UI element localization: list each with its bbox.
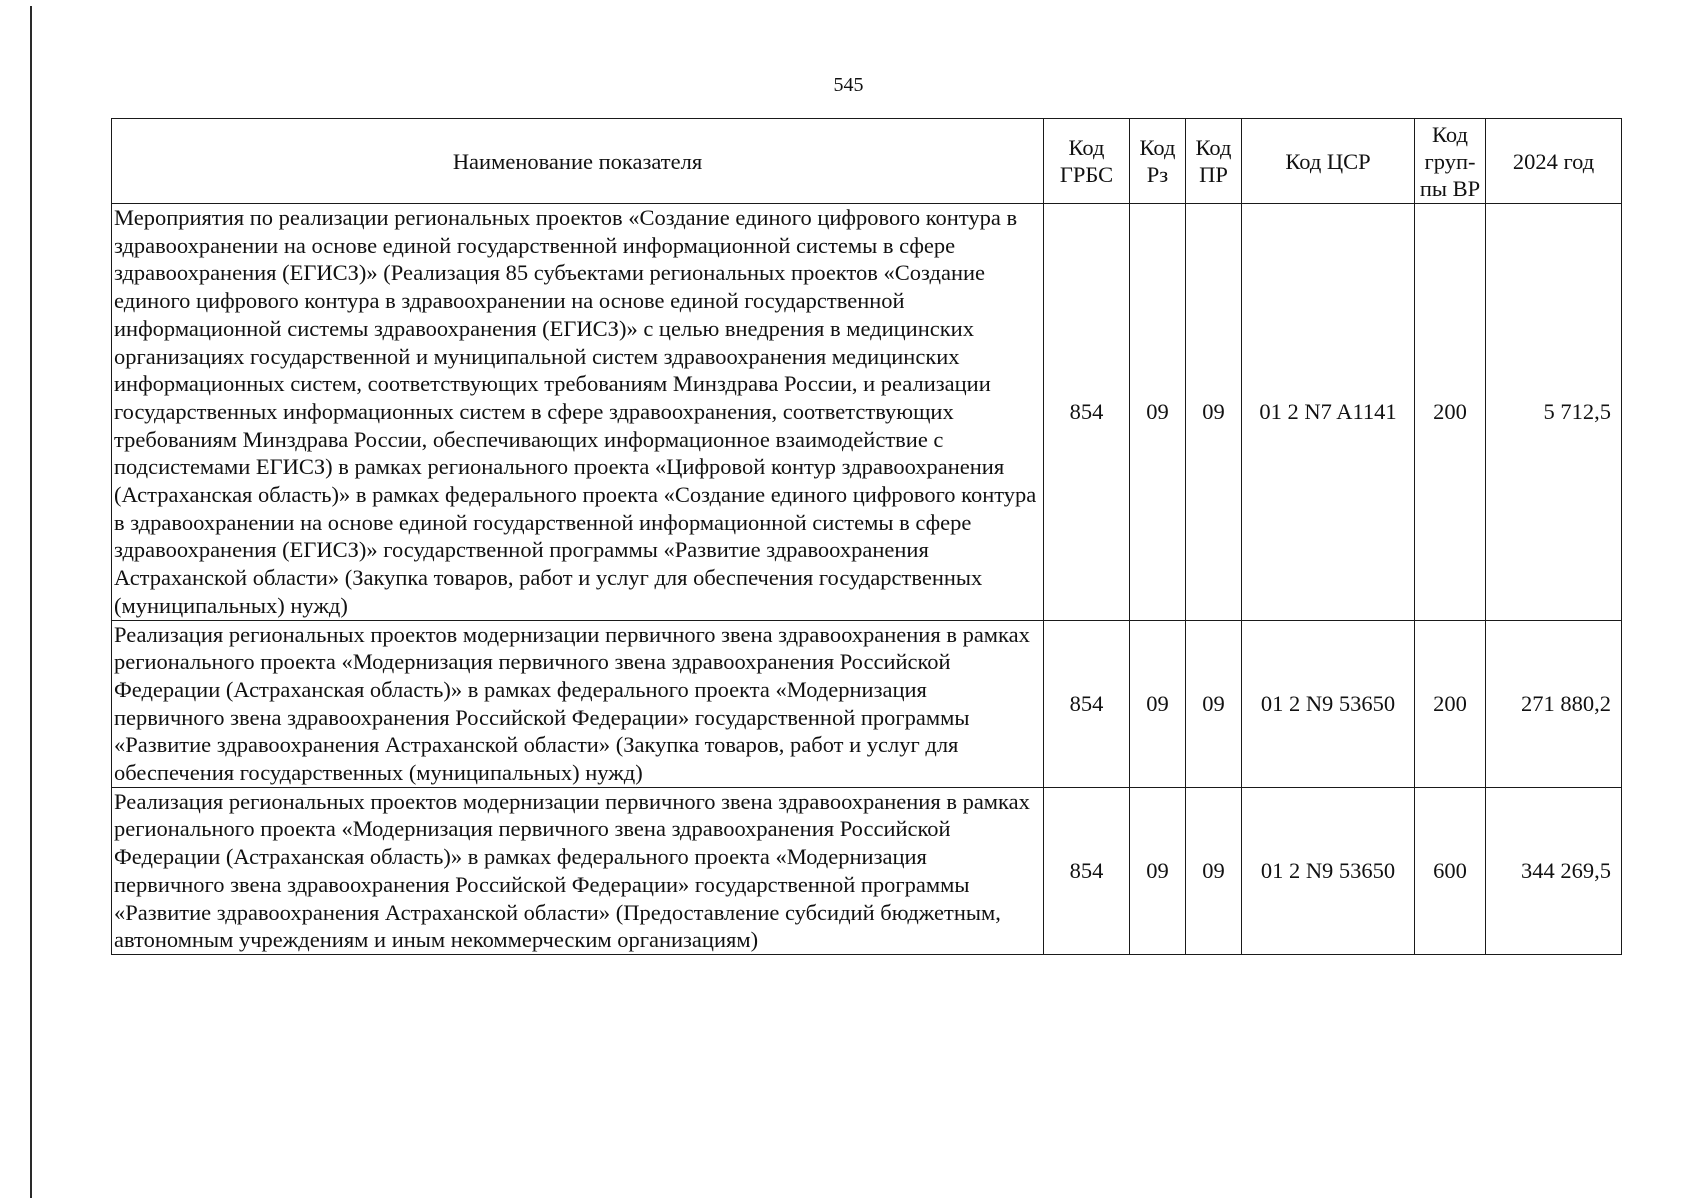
header-name: Наименование показателя — [112, 119, 1044, 204]
row-csr: 01 2 N7 A1141 — [1242, 204, 1415, 621]
header-csr: Код ЦСР — [1242, 119, 1415, 204]
page-number: 545 — [833, 74, 864, 96]
table-row — [112, 787, 1622, 954]
budget-table — [111, 118, 1622, 955]
header-rz: Код Рз — [1130, 119, 1186, 204]
table-row — [112, 204, 1622, 621]
row-pr: 09 — [1186, 620, 1242, 787]
header-vr: Код груп- пы ВР — [1415, 119, 1486, 204]
row-rz: 09 — [1130, 787, 1186, 954]
row-grbs: 854 — [1044, 787, 1130, 954]
row-csr: 01 2 N9 53650 — [1242, 620, 1415, 787]
row-amount: 344 269,5 — [1486, 787, 1622, 954]
header-year: 2024 год — [1486, 119, 1622, 204]
header-pr: Код ПР — [1186, 119, 1242, 204]
row-rz: 09 — [1130, 620, 1186, 787]
row-vr: 200 — [1415, 204, 1486, 621]
row-pr: 09 — [1186, 787, 1242, 954]
row-vr: 200 — [1415, 620, 1486, 787]
row-vr: 600 — [1415, 787, 1486, 954]
row-grbs: 854 — [1044, 620, 1130, 787]
header-grbs: Код ГРБС — [1044, 119, 1130, 204]
row-pr: 09 — [1186, 204, 1242, 621]
row-amount: 271 880,2 — [1486, 620, 1622, 787]
row-rz: 09 — [1130, 204, 1186, 621]
row-name: Реализация региональных проектов модернизации первичного звена здравоохранения в рамках регионального проекта «Модернизация первичного звена здравоохранения Российской Федерации (Астраханская область)» в рамках федерального проекта «Модернизация первичного звена здравоохранения Российской Федерации» государственной программы «Развитие здравоохранения Астраханской области» (Предоставление субсидий бюджетным, автономным учреждениям и иным некоммерческим организациям) — [112, 787, 1044, 954]
row-name: Мероприятия по реализации региональных проектов «Создание единого цифрового контура в здравоохранении на основе единой государственной информационной системы в сфере здравоохранения (ЕГИСЗ)» (Реализация 85 субъектами региональных проектов «Создание единого цифрового контура в здравоохранении на основе единой государственной информационной системы здравоохранения (ЕГИСЗ)» с целью внедрения в медицинских организациях государственной и муниципальной систем здравоохранения медицинских информационных систем, соответствующих требованиям Минздрава России, и реализации государственных информационных систем в сфере здравоохранения, соответствующих требованиям Минздрава России, обеспечивающих информационное взаимодействие с подсистемами ЕГИСЗ) в рамках регионального проекта «Цифровой контур здравоохранения (Астраханская область)» в рамках федерального проекта «Создание единого цифрового контура в здравоохранении на основе единой государственной информационной системы в сфере здравоохранения (ЕГИСЗ)» государственной программы «Развитие здравоохранения Астраханской области» (Закупка товаров, работ и услуг для обеспечения государственных (муниципальных) нужд) — [112, 204, 1044, 621]
row-grbs: 854 — [1044, 204, 1130, 621]
table-row — [112, 620, 1622, 787]
row-name: Реализация региональных проектов модернизации первичного звена здравоохранения в рамках регионального проекта «Модернизация первичного звена здравоохранения Российской Федерации (Астраханская область)» в рамках федерального проекта «Модернизация первичного звена здравоохранения Российской Федерации» государственной программы «Развитие здравоохранения Астраханской области» (Закупка товаров, работ и услуг для обеспечения государственных (муниципальных) нужд) — [112, 620, 1044, 787]
binding-margin-line — [30, 6, 32, 1198]
row-amount: 5 712,5 — [1486, 204, 1622, 621]
row-csr: 01 2 N9 53650 — [1242, 787, 1415, 954]
table-header-row — [112, 119, 1622, 204]
